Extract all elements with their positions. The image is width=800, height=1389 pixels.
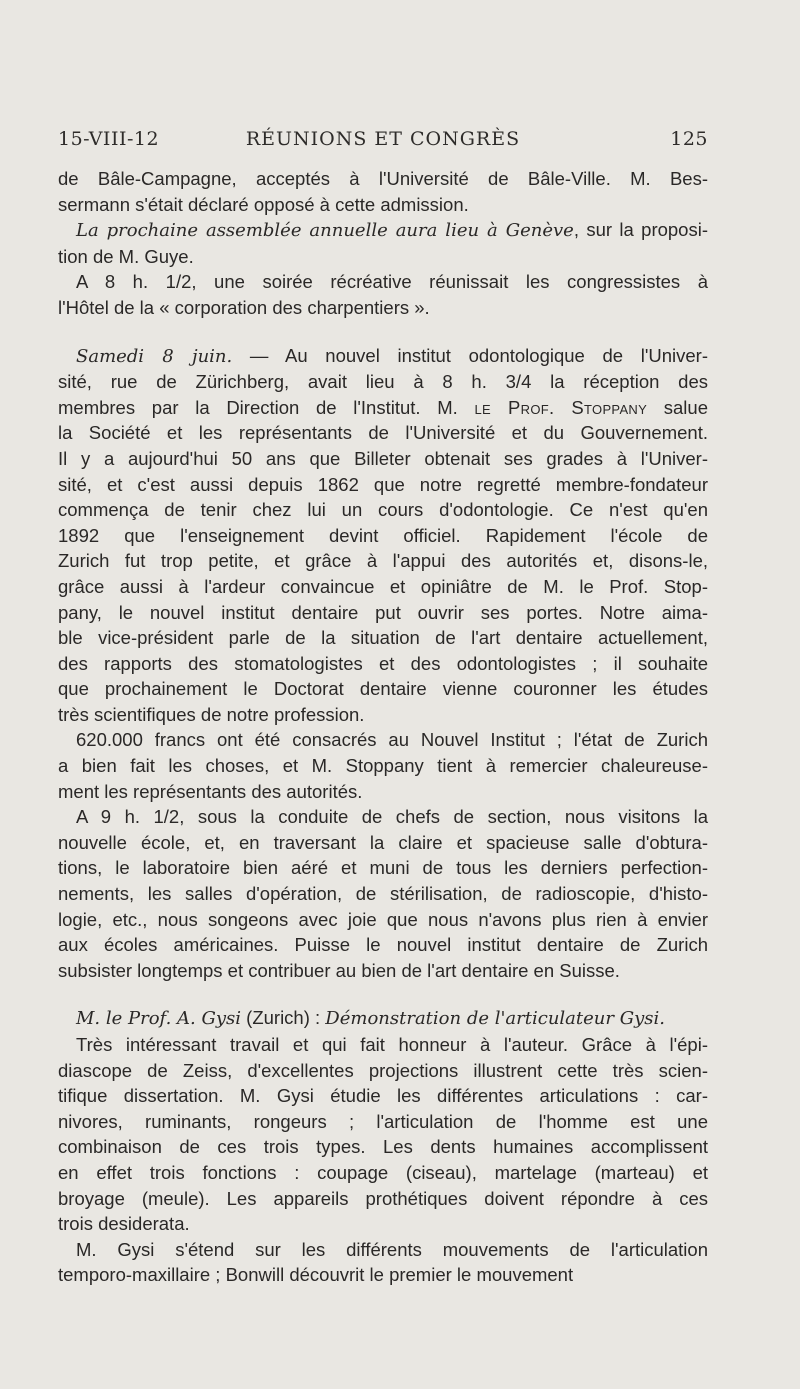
text-segment: — Au nouvel institut odontologique de l'Univer- [232,344,708,366]
text-line: diascope de Zeiss, d'excellentes projections illustrent cette très scien- [58,1059,708,1081]
text-line: de Bâle-Campagne, acceptés à l'Université de Bâle-Ville. M. Bes- [58,168,708,189]
page-number: 125 [670,128,708,150]
text-line: des rapports des stomatologistes et des odontologistes ; il souhaite [58,652,708,674]
text-line: sité, et c'est aussi depuis 1862 que notre regretté membre-fondateur [58,473,708,495]
paragraph-p8 [58,1032,708,1237]
text-line: 1892 que l'enseignement devint officiel. Rapidement l'école de [58,524,708,546]
text-line: sité, rue de Zürichberg, avait lieu à 8 h. 3/4 la réception des [58,371,708,393]
text-segment: (Zurich) : [241,1007,326,1029]
text-line: très scientifiques de notre profession. [58,703,365,725]
running-title: RÉUNIONS ET CONGRÈS [245,128,521,150]
text-line: ment les représentants des autorités. [58,780,363,802]
text-line: A 9 h. 1/2, sous la conduite de chefs de section, nous visitons la [76,806,708,828]
text-line: A 8 h. 1/2, une soirée récréative réunissait les congressistes à [76,271,708,293]
issue-date-folio: 15-VIII-12 [58,128,160,150]
text-line: nements, les salles d'opération, de stérilisation, de radioscopie, d'histo- [58,883,708,905]
small-caps-name: le Prof. Stoppany [474,396,648,418]
paragraph-p7 [58,1005,708,1032]
text-line: commença de tenir chez lui un cours d'odontologie. Ce n'est qu'en [58,499,708,521]
text-line: tion de M. Guye. [58,245,194,267]
paragraph-gap [58,321,708,343]
text-line: Il y a aujourd'hui 50 ans que Billeter obtenait ses grades à l'Univer- [58,447,708,469]
italic-text: M. le Prof. A. Gysi [76,1008,242,1030]
text-line: nivores, ruminants, rongeurs ; l'articulation de l'homme est une [58,1110,708,1132]
text-line: la Société et les représentants de l'Université et du Gouvernement. [58,422,708,444]
paragraph-p6 [58,804,708,983]
text-line: Zurich fut trop petite, et grâce à l'appui des autorités et, disons-le, [58,550,708,572]
text-segment: membres par la Direction de l'Institut. M. [58,396,475,418]
text-line: M. Gysi s'étend sur les différents mouvements de l'articulation [76,1238,708,1260]
text-line [58,343,708,370]
page-header [58,128,708,156]
text-line: Très intéressant travail et qui fait honneur à l'auteur. Grâce à l'épi- [76,1034,708,1055]
text-segment: , sur la proposi- [573,219,708,241]
text-line: logie, etc., nous songeons avec joie que nous n'avons plus rien à envier [58,908,708,930]
text-line: tions, le laboratoire bien aéré et muni de tous les derniers perfection- [58,857,708,879]
text-line: a bien fait les choses, et M. Stoppany tient à remercier chaleureuse- [58,755,708,777]
text-line: que prochainement le Doctorat dentaire vienne couronner les études [58,678,708,700]
text-line: grâce aussi à l'ardeur convaincue et opiniâtre de M. le Prof. Stop- [58,575,708,597]
text-line: en effet trois fonctions : coupage (ciseau), martelage (marteau) et [58,1161,708,1183]
text-line [58,217,708,244]
text-line: combinaison de ces trois types. Les dents humaines accomplissent [58,1136,708,1158]
italic-text: Démonstration de l'articulateur Gysi. [325,1008,665,1030]
text-line: tifique dissertation. M. Gysi étudie les différentes articulations : car- [58,1085,708,1107]
text-line: temporo-maxillaire ; Bonwill découvrit le premier le mouvement [58,1264,574,1286]
paragraph-p2 [58,217,708,269]
text-line: subsister longtemps et contribuer au bien de l'art dentaire en Suisse. [58,959,620,981]
text-line [58,395,708,421]
text-line: 620.000 francs ont été consacrés au Nouvel Institut ; l'état de Zurich [76,729,708,751]
paragraph-p5 [58,727,708,804]
italic-text: La prochaine assemblée annuelle aura lieu à Genève [76,220,574,242]
paragraph-p4 [58,343,708,728]
paragraph-p9 [58,1237,708,1288]
text-line: ble vice-président parle de la situation de l'art dentaire actuellement, [58,627,708,649]
text-segment: salue [647,396,708,418]
text-line: l'Hôtel de la « corporation des charpentiers ». [58,296,430,318]
text-line: trois desiderata. [58,1213,190,1235]
paragraph-gap [58,983,708,1005]
italic-text: Samedi 8 juin. [76,345,233,367]
body-text [58,166,708,1288]
text-line: nouvelle école, et, en traversant la claire et spacieuse salle d'obtura- [58,831,708,853]
text-line: broyage (meule). Les appareils prothétiques doivent répondre à ces [58,1187,708,1209]
text-line: aux écoles américaines. Puisse le nouvel institut dentaire de Zurich [58,934,708,956]
paragraph-p3 [58,269,708,320]
paragraph-p1 [58,166,708,217]
text-line [58,1005,708,1032]
text-line: pany, le nouvel institut dentaire put ouvrir ses portes. Notre aima- [58,601,708,623]
text-line: sermann s'était déclaré opposé à cette admission. [58,193,469,215]
